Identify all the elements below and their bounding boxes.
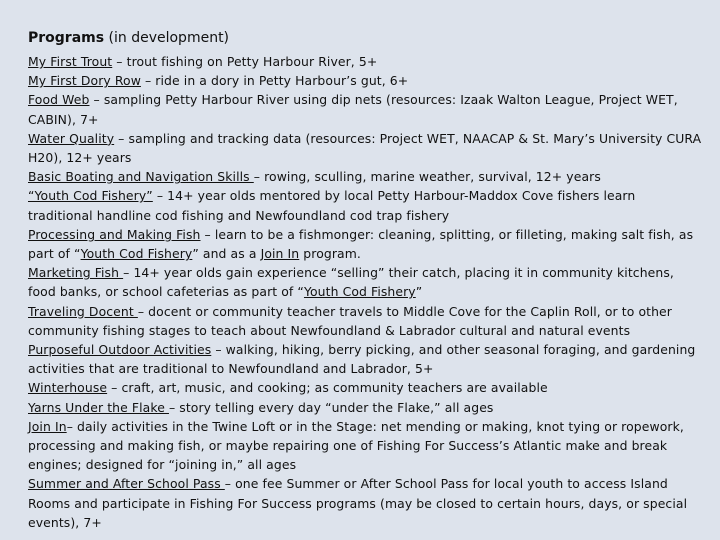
program-item <box>28 225 702 263</box>
program-title: Yarns Under the Flake <box>28 399 169 415</box>
program-title: Traveling Docent <box>28 303 138 319</box>
program-title: Marketing Fish <box>28 265 124 281</box>
program-description: – craft, art, music, and cooking; as community teachers are available <box>107 380 548 396</box>
program-description: – daily activities in the Twine Loft or in the Stage: net mending or making, knot tying or ropework, processing and making fish, or maybe repairing one of Fishing For Success’s Atlantic make and break engines; designed for “joining in,” all ages <box>28 418 684 473</box>
program-description: – sampling Petty Harbour River using dip nets (resources: Izaak Walton League, Project WET, CABIN), 7+ <box>28 92 678 127</box>
program-item <box>28 186 702 224</box>
program-title: My First Dory Row <box>28 73 141 89</box>
program-reference: Youth Cod Fishery <box>80 246 193 262</box>
program-item <box>28 52 702 71</box>
program-item <box>28 90 702 128</box>
program-item <box>28 167 702 186</box>
program-item <box>28 340 702 378</box>
program-title: Purposeful Outdoor Activities <box>28 342 212 358</box>
program-text: ” <box>415 284 423 300</box>
program-reference: Youth Cod Fishery <box>303 284 416 300</box>
program-title: Winterhouse <box>28 380 108 396</box>
program-item <box>28 263 702 301</box>
program-title: Water Quality <box>28 130 115 146</box>
program-description: – sampling and tracking data (resources: Project WET, NAACAP & St. Mary’s University CURA H20), 12+ years <box>28 130 702 166</box>
program-description: – trout fishing on Petty Harbour River, 5+ <box>112 54 378 69</box>
program-item <box>28 302 702 340</box>
program-item <box>28 398 702 417</box>
program-description: – rowing, sculling, marine weather, survival, 12+ years <box>253 169 601 185</box>
program-title: Food Web <box>28 92 90 108</box>
program-title: Basic Boating and Navigation Skills <box>28 169 254 185</box>
program-reference: Join In <box>260 246 300 262</box>
program-item <box>28 474 702 532</box>
program-title: Join In <box>28 418 67 434</box>
program-item <box>28 71 702 90</box>
title-bold: Programs <box>28 30 105 46</box>
page-title <box>28 28 702 48</box>
program-item <box>28 378 702 397</box>
program-list <box>28 52 702 532</box>
program-title: Summer and After School Pass <box>28 476 225 492</box>
program-text: program. <box>299 246 361 262</box>
program-text: ” and as a <box>192 246 261 262</box>
title-rest: (in development) <box>104 30 230 46</box>
program-description: – learn to be a fishmonger: cleaning, splitting, or filleting, making salt fish, as part of “ <box>28 226 694 262</box>
program-description: – 14+ year olds gain experience “selling” their catch, placing it in community kitchens, food banks, or school cafeterias as part of “ <box>28 265 674 300</box>
program-description: – docent or community teacher travels to Middle Cove for the Caplin Roll, or to other community fishing stages to teach about Newfoundland & Labrador cultural and natural events <box>28 303 672 338</box>
program-description: – story telling every day “under the Flake,” all ages <box>168 399 494 415</box>
program-title: My First Trout <box>28 54 113 69</box>
program-item <box>28 417 702 475</box>
program-description: – walking, hiking, berry picking, and other seasonal foraging, and gardening activities that are traditional to Newfoundland and Labrador, 5+ <box>28 342 696 377</box>
program-description: – one fee Summer or After School Pass for local youth to access Island Rooms and participate in Fishing For Success programs (may be closed to certain hours, days, or special events), 7+ <box>28 476 688 530</box>
program-description: – ride in a dory in Petty Harbour’s gut, 6+ <box>140 73 409 89</box>
program-title: “Youth Cod Fishery” <box>28 188 153 204</box>
program-description: – 14+ year olds mentored by local Petty Harbour-Maddox Cove fishers learn traditional handline cod fishing and Newfoundland cod trap fishery <box>28 188 636 223</box>
program-title: Processing and Making Fish <box>28 226 201 242</box>
program-item <box>28 129 702 167</box>
